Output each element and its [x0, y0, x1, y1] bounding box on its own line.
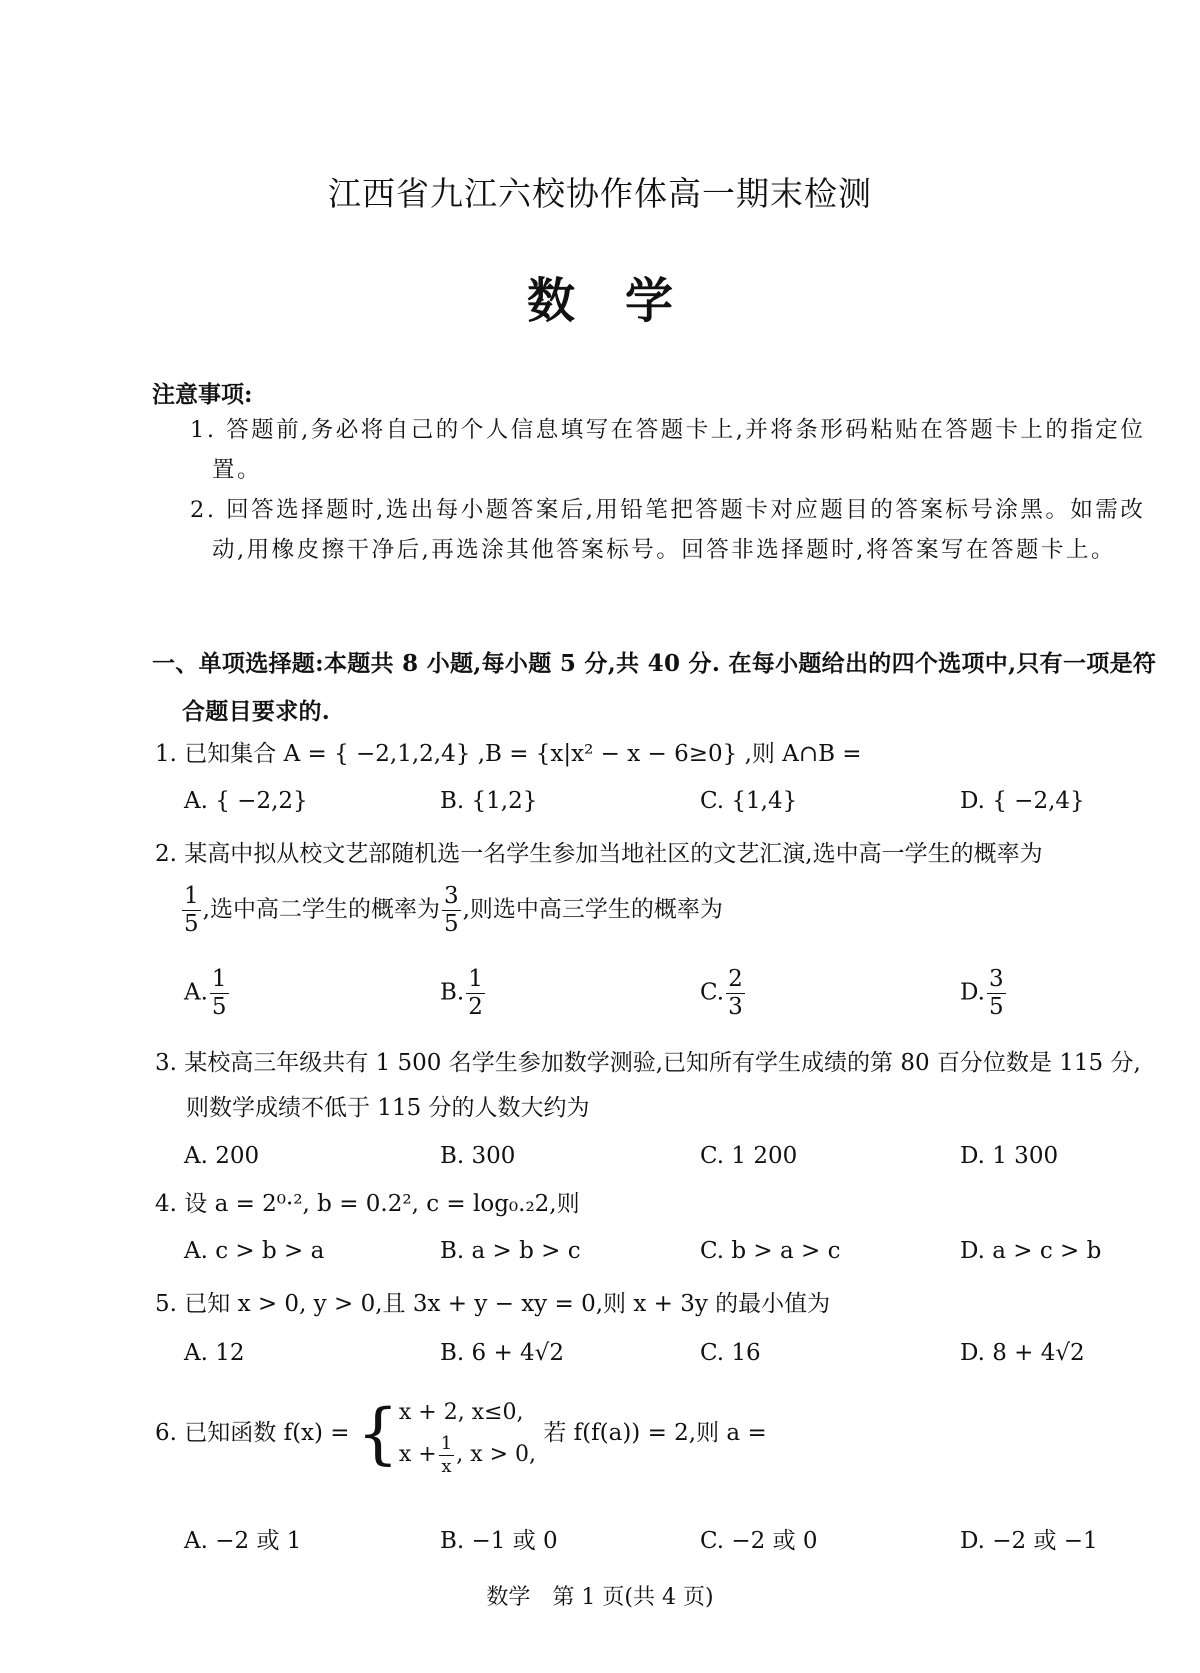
piecewise-brace: {	[356, 1395, 399, 1472]
question-2-stem-line1: 2. 某高中拟从校文艺部随机选一名学生参加当地社区的文艺汇演,选中高一学生的概率为	[155, 841, 1043, 867]
q2-option-c: C. $\frac{2}{3}$	[700, 966, 743, 1020]
q5-option-b: B. 6 + 4√2	[440, 1340, 564, 1366]
q3-option-b: B. 300	[440, 1143, 516, 1169]
question-6-stem	[155, 1392, 767, 1476]
q4-option-d: D. a > c > b	[960, 1238, 1102, 1264]
notice-item-1: 1. 答题前,务必将自己的个人信息填写在答题卡上,并将条形码粘贴在答题卡上的指定位置。	[190, 417, 1146, 483]
q1-option-c: C. {1,4}	[700, 788, 798, 814]
q6-suffix: 若 f(f(a)) = 2,则 a =	[543, 1420, 767, 1446]
question-3-stem-line1: 3. 某校高三年级共有 1 500 名学生参加数学测验,已知所有学生成绩的第 80 百分位数是 115 分,	[155, 1050, 1141, 1076]
q5-option-d: D. 8 + 4√2	[960, 1340, 1085, 1366]
exam-title: 江西省九江六校协作体高一期末检测	[328, 174, 872, 213]
question-1-stem: 1. 已知集合 A = { −2,1,2,4} ,B = {x|x² − x − 6≥0} ,则 A∩B =	[155, 741, 862, 767]
q3-option-a: A. 200	[184, 1143, 260, 1169]
q4-option-a: A. c > b > a	[184, 1238, 325, 1264]
question-5-stem: 5. 已知 x > 0, y > 0,且 3x + y − xy = 0,则 x + 3y 的最小值为	[155, 1291, 831, 1317]
subject-title: 数学	[526, 273, 723, 329]
q6-option-a: A. −2 或 1	[184, 1528, 302, 1554]
q1-option-b: B. {1,2}	[440, 788, 538, 814]
fraction-one-fifth: $\frac{1}{5}$	[184, 883, 199, 937]
q5-option-a: A. 12	[184, 1340, 245, 1366]
q2-option-d: D. $\frac{3}{5}$	[960, 966, 1004, 1020]
section-heading: 一、单项选择题:本题共 8 小题,每小题 5 分,共 40 分. 在每小题给出的四个选项中,只有一项是符合题目要求的.	[152, 650, 1157, 725]
q1-option-a: A. { −2,2}	[184, 788, 308, 814]
fraction-three-fifths: $\frac{3}{5}$	[443, 883, 459, 937]
q2-option-b: B. $\frac{1}{2}$	[440, 966, 483, 1020]
piecewise-case-1: x + 2, x≤0,	[398, 1400, 524, 1425]
q3-option-d: D. 1 300	[960, 1143, 1059, 1169]
q2-option-a: A. $\frac{1}{5}$	[184, 966, 227, 1020]
notes-heading: 注意事项:	[152, 381, 253, 408]
question-4-stem: 4. 设 a = 2⁰·², b = 0.2², c = log₀.₂2,则	[155, 1191, 580, 1217]
q3-option-c: C. 1 200	[700, 1143, 798, 1169]
question-3-stem-line2: 则数学成绩不低于 115 分的人数大约为	[186, 1095, 590, 1121]
piecewise-case-2: x + $\frac{1}{x}$ , x > 0,	[398, 1432, 537, 1477]
q2-text-end: ,则选中高三学生的概率为	[462, 896, 723, 923]
q4-option-b: B. a > b > c	[440, 1238, 581, 1264]
q1-option-d: D. { −2,4}	[960, 788, 1085, 814]
q4-option-c: C. b > a > c	[700, 1238, 841, 1264]
q6-option-d: D. −2 或 −1	[960, 1528, 1098, 1554]
q5-option-c: C. 16	[700, 1340, 761, 1366]
q6-option-c: C. −2 或 0	[700, 1528, 818, 1554]
piecewise-cases	[399, 1392, 536, 1476]
q2-text-mid: ,选中高二学生的概率为	[202, 896, 440, 923]
page-footer: 数学 第 1 页(共 4 页)	[486, 1585, 714, 1610]
q6-option-b: B. −1 或 0	[440, 1528, 558, 1554]
question-2-stem-line2	[180, 885, 723, 936]
notice-item-2: 2. 回答选择题时,选出每小题答案后,用铅笔把答题卡对应题目的答案标号涂黑。如需改动,用橡皮擦干净后,再选涂其他答案标号。回答非选择题时,将答案写在答题卡上。	[190, 497, 1146, 563]
q6-prefix: 6. 已知函数 f(x) =	[155, 1420, 350, 1446]
